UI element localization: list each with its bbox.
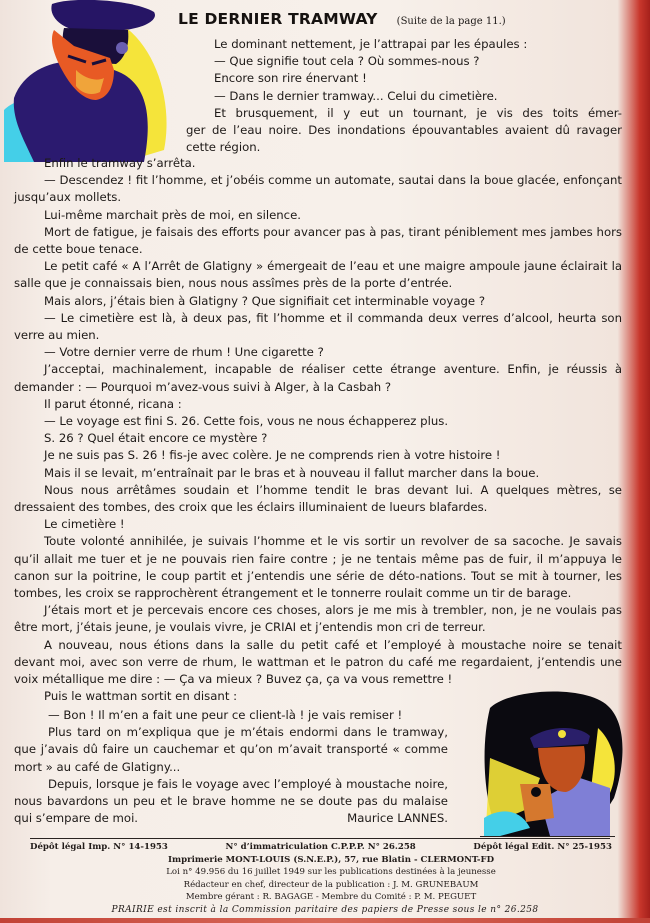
paragraph: Le dominant nettement, je l’attrapai par les épaules : (214, 37, 528, 51)
conductor-portrait-illustration (4, 0, 180, 162)
paragraph-with-signature (14, 776, 448, 828)
paragraph: ger de l’eau noire. Des inondations épouvantables avaient dû ravager cette région. (186, 123, 622, 155)
paragraph: Le petit café « A l’Arrêt de Glatigny » émergeait de l’eau et une maigre ampoule jaune éclairait la salle que je connaissais bien, nous nous assîmes près de la porte d’entrée. (14, 259, 622, 291)
footer-divider (30, 838, 610, 839)
paragraph: Et brusquement, il y eut un tournant, je vis des toits émer- (214, 105, 622, 120)
paragraph: — Descendez ! fit l’homme, et j’obéis comme un automate, sautai dans la boue glacée, enfonçant jusqu’aux mollets. (14, 173, 622, 205)
paragraph: — Bon ! Il m’en a fait une peur ce client-là ! je vais remiser ! (48, 708, 403, 722)
paragraph: Nous nous arrêtâmes soudain et l’homme tendit le bras devant lui. A quelques mètres, se dressaient des tombes, des croix que les éclairs illuminaient de lueurs blafardes. (14, 482, 622, 515)
article-header (178, 9, 506, 28)
article-text-top (186, 36, 622, 156)
paragraph: Mais il se levait, m’entraînait par le bras et à nouveau il fallut marcher dans la boue. (44, 465, 540, 480)
gunman-illustration (480, 688, 628, 836)
printer-line: Imprimerie MONT-LOUIS (S.N.E.P.), 57, rue Blatin - CLERMONT-FD (167, 854, 495, 865)
paragraph: Mort de fatigue, je faisais des efforts pour avancer pas à pas, tirant péniblement mes jambes hors de cette boue tenace. (14, 224, 622, 257)
paragraph: Lui-même marchait près de moi, en silence. (44, 207, 302, 222)
paragraph: — Votre dernier verre de rhum ! Une cigarette ? (44, 345, 324, 360)
paragraph: J’étais mort et je percevais encore ces choses, alors je me mis à trembler, non, je ne voulais pas être mort, j’étais jeune, je voulais vivre, je CRIAI et j’entendis mon cri de terreur. (14, 603, 622, 635)
paragraph: Le cimetière ! (44, 517, 125, 532)
legal-footer (0, 841, 650, 917)
paragraph: S. 26 ? Quel était encore ce mystère ? (44, 431, 268, 446)
immatriculation: N° d’immatriculation C.P.P.P. N° 26.258 (225, 842, 416, 852)
paragraph: Enfin le tramway s’arrêta. (44, 156, 196, 170)
depot-legal-edit: Dépôt légal Edit. N° 25-1953 (473, 842, 612, 852)
paragraph: — Dans le dernier tramway... Celui du cimetière. (214, 88, 498, 103)
commission-line: PRAIRIE est inscrit à la Commission paritaire des papiers de Presse sous le n° 26.258 (111, 904, 539, 915)
paragraph: Toute volonté annihilée, je suivais l’homme et le vis sortir un revolver de sa sacoche. Je savais qu’il allait me tuer et je ne pouvais rien faire contre ; je ne tentais même pas de fuir, il m’appuya le canon sur la poitrine, le coup partit et j’entendis une série de déto-nations. Tout se mit à tourner, les tombes, les croix se rapprochèrent étrangement et le tonnerre roulait comme un tir de barage. (14, 534, 622, 601)
article-title: LE DERNIER TRAMWAY (178, 10, 378, 28)
paragraph: Il parut étonné, ricana : (44, 396, 182, 411)
cap-badge (558, 730, 566, 738)
paragraph: — Le cimetière est là, à deux pas, fit l’homme et il commanda deux verres d’alcool, heurta son verre au mien. (14, 310, 622, 343)
author-signature: Maurice LANNES. (347, 811, 448, 826)
paragraph: Je ne suis pas S. 26 ! fis-je avec colère. Je ne comprends rien à votre histoire ! (44, 448, 501, 463)
article-text-main (14, 155, 622, 706)
editor-line: Rédacteur en chef, directeur de la publication : J. M. GRUNEBAUM (183, 879, 479, 890)
revolver-muzzle (531, 787, 541, 797)
paragraph: Mais alors, j’étais bien à Glatigny ? Que signifiait cet interminable voyage ? (44, 293, 486, 308)
footer-registration-row (0, 841, 650, 854)
paragraph: Encore son rire énervant ! (214, 71, 367, 86)
article-text-bottom (14, 707, 448, 827)
page-bottom-edge (0, 918, 650, 923)
illustration-divider (480, 836, 615, 837)
paragraph: Plus tard on m’expliqua que je m’étais endormi dans le tramway, que j’avais dû faire un cauchemar et qu’on m’avait transporté « comme mort » au café de Glatigny... (14, 725, 448, 774)
paragraph: Puis le wattman sortit en disant : (44, 689, 238, 704)
depot-legal-imp: Dépôt légal Imp. N° 14-1953 (30, 842, 168, 852)
paragraph: — Que signifie tout cela ? Où sommes-nous ? (214, 54, 480, 69)
members-line: Membre gérant : R. BAGAGE - Membre du Comité : P. M. PEGUET (185, 892, 477, 903)
cap-badge (116, 42, 128, 54)
paragraph: Depuis, lorsque je fais le voyage avec l’employé à moustache noire, nous bavardons un peu et le brave homme ne se doute pas du malaise qui s’empare de moi. (14, 776, 448, 826)
paragraph: — Le voyage est fini S. 26. Cette fois, vous ne nous échapperez plus. (44, 414, 449, 429)
law-line: Loi n° 49.956 du 16 juillet 1949 sur les publications destinées à la jeunesse (166, 867, 496, 878)
cap (51, 0, 155, 32)
paragraph: A nouveau, nous étions dans la salle du petit café et l’employé à moustache noire se tenait devant moi, avec son verre de rhum, le wattman et le patron du café me regardaient, j’entendis une voix métallique me dire : — Ça va mieux ? Buvez ça, ça va vous remettre ! (14, 637, 622, 687)
paragraph: J’acceptai, machinalement, incapable de réaliser cette étrange aventure. Enfin, je réussis à demander : — Pourquoi m’avez-vous suivi à Alger, à la Casbah ? (14, 362, 622, 394)
continuation-note: (Suite de la page 11.) (396, 16, 506, 27)
